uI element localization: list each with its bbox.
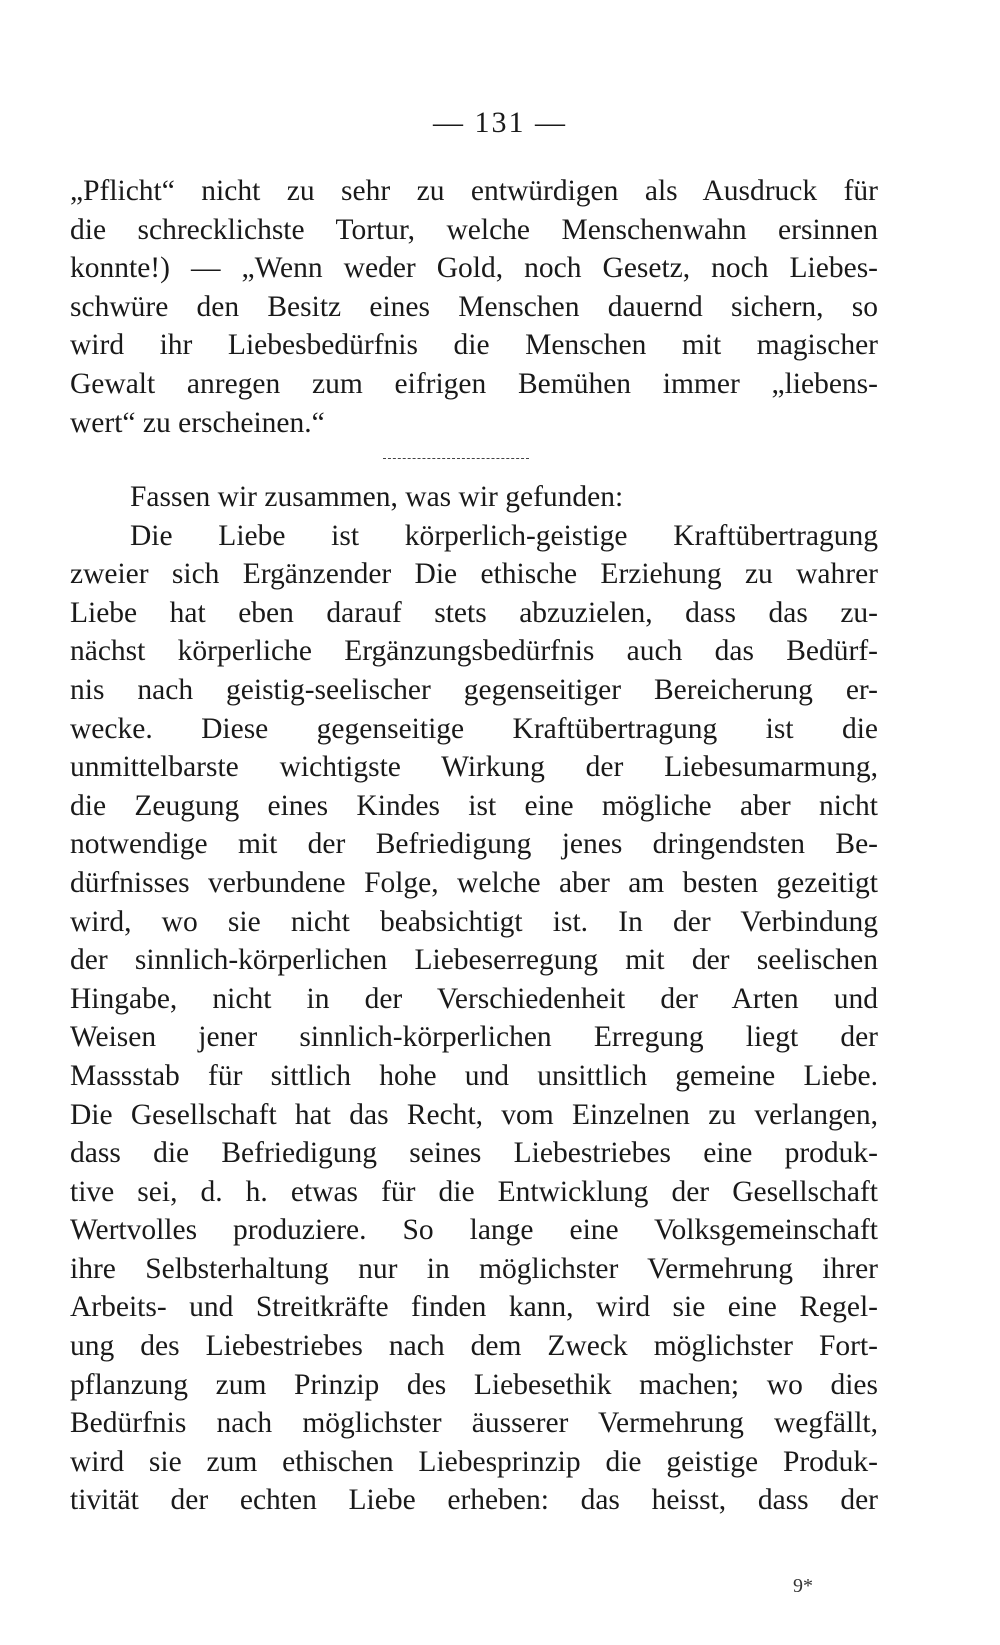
text-line: Bedürfnis nach möglichster äusserer Vermehrung wegfällt, — [70, 1407, 878, 1440]
section-divider — [383, 458, 529, 459]
text-line: Weisen jener sinnlich-körperlichen Erregung liegt der — [70, 1021, 878, 1054]
text-line: schwüre den Besitz eines Menschen dauernd sichern, so — [70, 290, 878, 323]
text-line: „Pflicht“ nicht zu sehr zu entwürdigen als Ausdruck für — [70, 175, 878, 207]
text-line: Fassen wir zusammen, was wir gefunden: — [130, 481, 624, 513]
text-line: Die Gesellschaft hat das Recht, vom Einzelnen zu verlangen, — [70, 1098, 878, 1131]
text-line: wird ihr Liebesbedürfnis die Menschen mit magischer — [70, 329, 878, 362]
text-line: notwendige mit der Befriedigung jenes dringendsten Be- — [70, 828, 878, 861]
text-line: Wertvolles produziere. So lange eine Volksgemeinschaft — [70, 1214, 878, 1247]
text-line: Liebe hat eben darauf stets abzuzielen, dass das zu- — [70, 596, 878, 629]
text-line: unmittelbarste wichtigste Wirkung der Liebesumarmung, — [70, 751, 878, 784]
text-line: wird sie zum ethischen Liebesprinzip die geistige Produk- — [70, 1445, 878, 1478]
text-line: Hingabe, nicht in der Verschiedenheit der Arten und — [70, 982, 878, 1015]
text-line: wecke. Diese gegenseitige Kraftübertragung ist die — [70, 712, 878, 745]
text-line: nis nach geistig-seelischer gegenseitiger Bereicherung er- — [70, 673, 878, 706]
text-line: tivität der echten Liebe erheben: das heisst, dass der — [70, 1484, 878, 1517]
text-line: tive sei, d. h. etwas für die Entwicklung der Gesellschaft — [70, 1175, 878, 1208]
text-line: dass die Befriedigung seines Liebestriebes eine produk- — [70, 1137, 878, 1170]
page-number: — 131 — — [433, 106, 567, 139]
paragraph-summary — [70, 478, 878, 1520]
text-line: die Zeugung eines Kindes ist eine mögliche aber nicht — [70, 789, 878, 822]
text-line: ihre Selbsterhaltung nur in möglichster Vermehrung ihrer — [70, 1252, 878, 1285]
text-line: dürfnisses verbundene Folge, welche aber am besten gezeitigt — [70, 866, 878, 899]
text-line: nächst körperliche Ergänzungsbedürfnis auch das Bedürf- — [70, 635, 878, 668]
text-line: ung des Liebestriebes nach dem Zweck möglichster Fort- — [70, 1330, 878, 1363]
text-line: Massstab für sittlich hohe und unsittlich gemeine Liebe. — [70, 1059, 878, 1092]
text-line: konnte!) — „Wenn weder Gold, noch Gesetz, noch Liebes- — [70, 252, 878, 285]
text-line: der sinnlich-körperlichen Liebeserregung mit der seelischen — [70, 944, 878, 977]
signature-mark: 9* — [793, 1575, 813, 1597]
text-line: Gewalt anregen zum eifrigen Bemühen immer „liebens- — [70, 367, 878, 400]
paragraph-quote — [70, 172, 878, 442]
text-line: wird, wo sie nicht beabsichtigt ist. In der Verbindung — [70, 905, 878, 938]
text-line: Arbeits- und Streitkräfte finden kann, wird sie eine Regel- — [70, 1291, 878, 1324]
text-line: wert“ zu erscheinen.“ — [70, 406, 325, 439]
text-line: Die Liebe ist körperlich-geistige Kraftübertragung — [130, 519, 878, 552]
text-line: pflanzung zum Prinzip des Liebesethik machen; wo dies — [70, 1368, 878, 1401]
text-line: die schrecklichste Tortur, welche Menschenwahn ersinnen — [70, 213, 878, 246]
text-line: zweier sich Ergänzender Die ethische Erziehung zu wahrer — [70, 558, 878, 591]
